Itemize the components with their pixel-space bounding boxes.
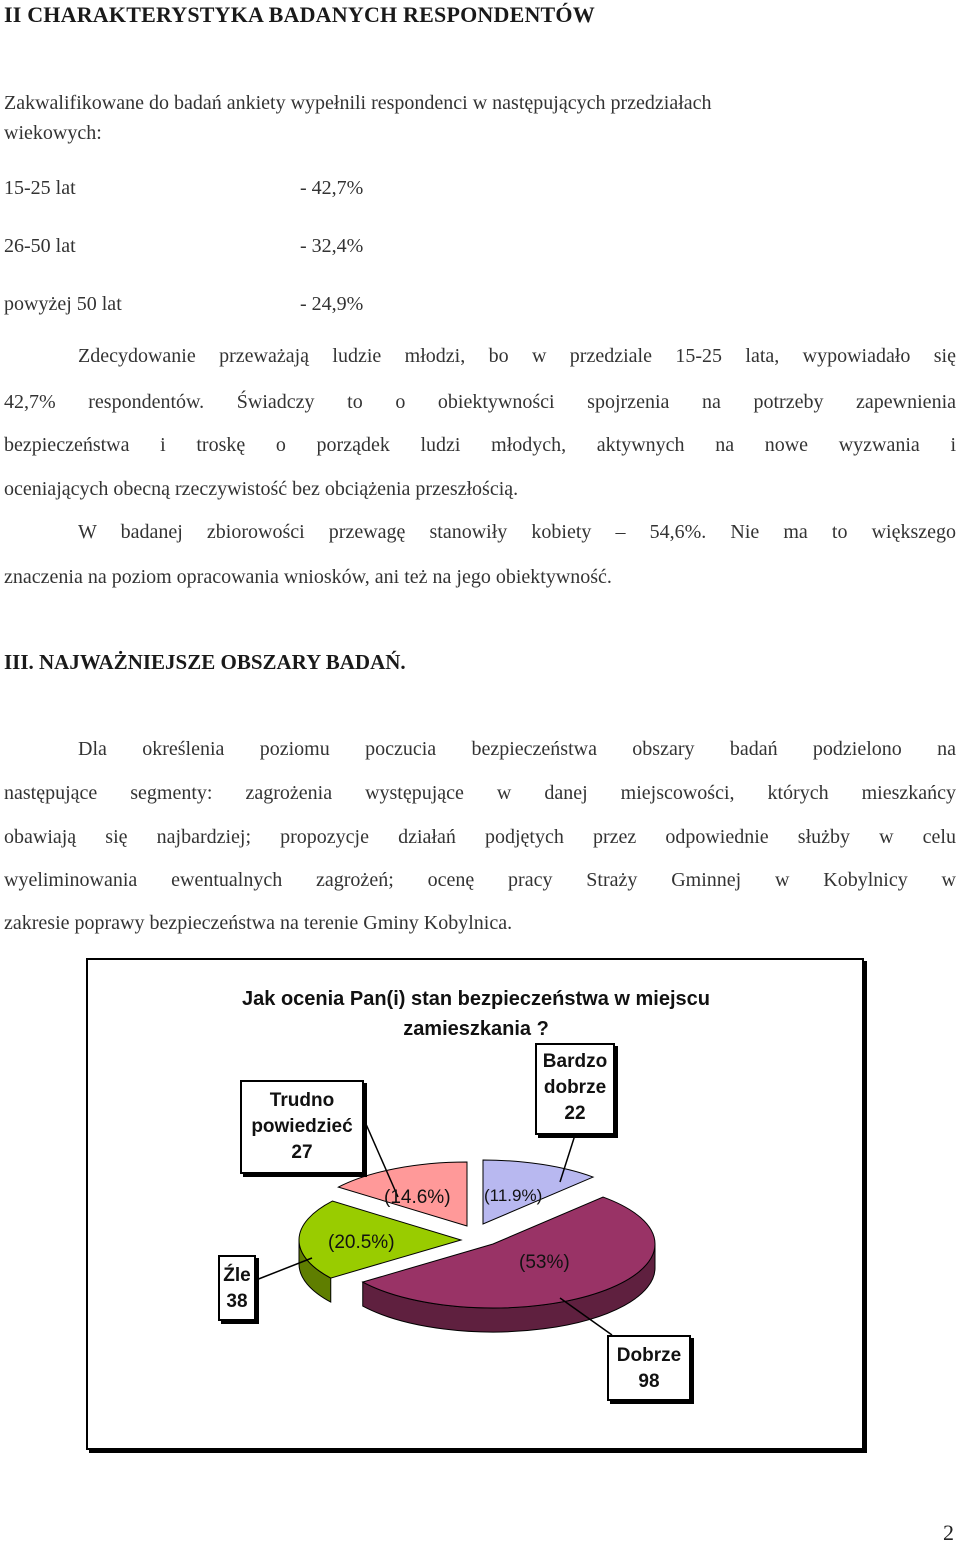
slice-label-box (535, 1043, 615, 1135)
paragraph-line: zakresie poprawy bezpieczeństwa na terenie Gminy Kobylnica. (4, 912, 513, 934)
slice-label-text: powiedzieć (251, 1116, 353, 1137)
slice-count: 98 (638, 1371, 660, 1392)
slice-label-text: dobrze (543, 1077, 607, 1098)
paragraph-line: Dla określenia poziomu poczucia bezpieczeństwa obszary badań podzielono na (78, 738, 956, 760)
age-range-label: 15-25 lat (4, 177, 76, 199)
slice-percent-label: (14.6%) (384, 1187, 451, 1208)
slice-label-text: Źle (223, 1265, 251, 1286)
slice-count: 38 (226, 1291, 248, 1312)
chart-title-line: zamieszkania ? (403, 1018, 549, 1040)
slice-percent-label: (53%) (519, 1252, 570, 1273)
slice-percent-label: (11.9%) (484, 1186, 543, 1205)
slice-label-box (240, 1080, 364, 1174)
paragraph-line: obawiają się najbardziej; propozycje działań podjętych przez odpowiednie służby w celu (4, 826, 956, 848)
page-number: 2 (943, 1520, 954, 1545)
intro-line-1: Zakwalifikowane do badań ankiety wypełnili respondenci w następujących przedziałach (4, 92, 712, 114)
slice-label-box (218, 1255, 256, 1321)
paragraph-line: bezpieczeństwa i troskę o porządek ludzi młodych, aktywnych na nowe wyzwania i (4, 434, 956, 456)
slice-percent-label: (20.5%) (328, 1232, 395, 1253)
age-range-label: 26-50 lat (4, 235, 76, 257)
section-heading-respondents: II CHARAKTERYSTYKA BADANYCH RESPONDENTÓW (4, 2, 595, 27)
paragraph-line: 42,7% respondentów. Świadczy to o obiektywności spojrzenia na potrzeby zapewnienia (4, 391, 956, 413)
paragraph-line: W badanej zbiorowości przewagę stanowiły kobiety – 54,6%. Nie ma to większego (78, 521, 956, 543)
slice-label-text: Trudno (269, 1090, 335, 1111)
chart-title-line: Jak ocenia Pan(i) stan bezpieczeństwa w miejscu (242, 988, 710, 1010)
slice-count: 22 (564, 1103, 586, 1124)
paragraph-line: wyeliminowania ewentualnych zagrożeń; ocenę pracy Straży Gminnej w Kobylnicy w (4, 869, 956, 891)
slice-count: 27 (291, 1142, 313, 1163)
slice-label-text: Dobrze (616, 1345, 682, 1366)
paragraph-line: oceniających obecną rzeczywistość bez obciążenia przeszłością. (4, 478, 519, 500)
paragraph-line: następujące segmenty: zagrożenia występujące w danej miejscowości, których mieszkańcy (4, 782, 956, 804)
age-range-value: - 32,4% (300, 235, 364, 257)
age-range-value: - 24,9% (300, 293, 364, 315)
section-heading-research-areas: III. NAJWAŻNIEJSZE OBSZARY BADAŃ. (4, 650, 406, 674)
slice-label-box (607, 1335, 691, 1401)
slice-label-text: Bardzo (542, 1051, 608, 1072)
intro-line-2: wiekowych: (4, 122, 102, 144)
age-range-label: powyżej 50 lat (4, 293, 122, 315)
paragraph-line: Zdecydowanie przeważają ludzie młodzi, bo w przedziale 15-25 lata, wypowiadało się (78, 345, 956, 367)
age-range-value: - 42,7% (300, 177, 364, 199)
paragraph-line: znaczenia na poziom opracowania wniosków, ani też na jego obiektywność. (4, 566, 612, 588)
